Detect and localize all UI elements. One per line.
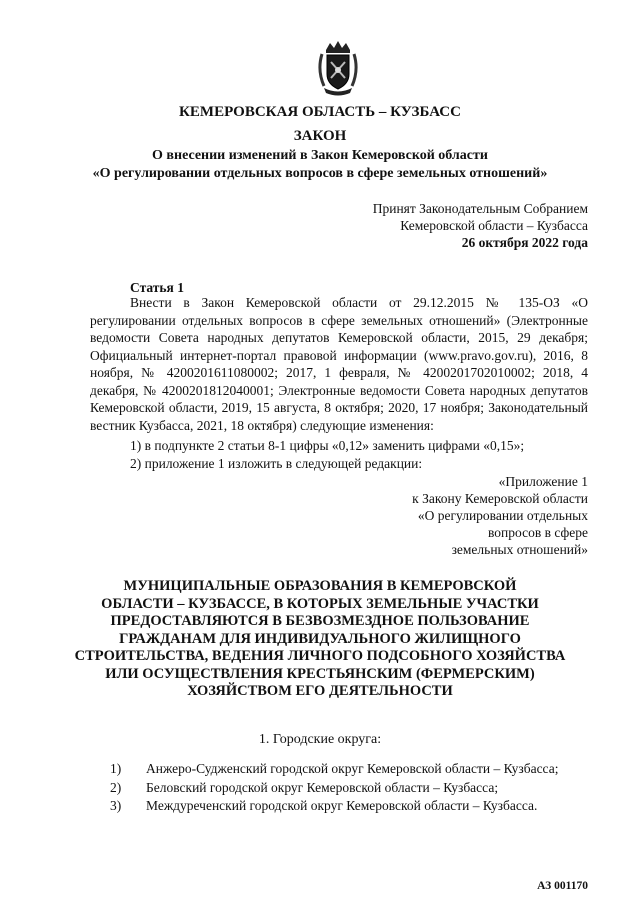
section-title: 1. Городские округа:: [258, 732, 382, 747]
article-title: Статья 1: [130, 280, 184, 295]
heading-line-3: ПРЕДОСТАВЛЯЮТСЯ В БЕЗВОЗМЕЗДНОЕ ПОЛЬЗОВАНИЕ: [110, 613, 530, 629]
article-body: Внести в Закон Кемеровской области от 29.12.2015 № 135-ОЗ «О регулировании отдельных вопросов в сфере земельных отношений» (Электронные ведомости Совета народных депутатов Кемеровской области, 2015, 29 декабря; Официальный интернет-портал правовой информации (www.pravo.gov.ru), 2016, 8 ноября, № 4200201611080002; 2017, 1 февраля, № 4200201702010002; 2018, 4 декабря, № 4200201812040001; Электронные ведомости Совета народных депутатов Кемеровской области, 2019, 15 августа, 8 октября; 2020, 17 ноября; Законодательный вестник Кузбасса, 2021, 18 октября) следующие изменения:: [90, 295, 588, 433]
list-item-number: 1): [110, 761, 122, 776]
annex-line-1: «Приложение 1: [498, 474, 588, 489]
heading-line-5: СТРОИТЕЛЬСТВА, ВЕДЕНИЯ ЛИЧНОГО ПОДСОБНОГО ХОЗЯЙСТВА: [74, 648, 566, 664]
article-item-2: 2) приложение 1 изложить в следующей редакции:: [130, 456, 423, 471]
annex-line-3: «О регулировании отдельных: [417, 508, 588, 523]
serial-number: АЗ 001170: [537, 880, 588, 892]
adoption-date: 26 октября 2022 года: [461, 235, 588, 250]
annex-reference: [412, 473, 588, 558]
heading-line-7: ХОЗЯЙСТВОМ ЕГО ДЕЯТЕЛЬНОСТИ: [187, 683, 453, 699]
heading-line-6: ИЛИ ОСУЩЕСТВЛЕНИЯ КРЕСТЬЯНСКИМ (ФЕРМЕРСКИМ): [105, 665, 535, 682]
coat-of-arms-icon: [316, 40, 360, 96]
law-title-line-1: О внесении изменений в Закон Кемеровской области: [152, 148, 488, 163]
region-title: КЕМЕРОВСКАЯ ОБЛАСТЬ – КУЗБАСС: [179, 104, 461, 120]
list-item-text: Беловский городской округ Кемеровской области – Кузбасса;: [146, 779, 499, 795]
annex-heading: [60, 578, 580, 701]
document-type: ЗАКОН: [293, 128, 347, 144]
heading-line-1: МУНИЦИПАЛЬНЫЕ ОБРАЗОВАНИЯ В КЕМЕРОВСКОЙ: [123, 578, 517, 594]
annex-line-5: земельных отношений»: [451, 542, 588, 557]
article-item-1: 1) в подпункте 2 статьи 8-1 цифры «0,12» заменить цифрами «0,15»;: [130, 438, 525, 453]
list-item: [110, 779, 558, 798]
heading-line-2: ОБЛАСТИ – КУЗБАССЕ, В КОТОРЫХ ЗЕМЕЛЬНЫЕ УЧАСТКИ: [101, 595, 539, 612]
list-item-number: 2): [110, 779, 122, 795]
list-item: [110, 760, 558, 779]
list-item-number: 3): [110, 798, 122, 813]
municipality-list: [110, 760, 558, 816]
list-item: [110, 797, 558, 816]
heading-line-4: ГРАЖДАНАМ ДЛЯ ИНДИВИДУАЛЬНОГО ЖИЛИЩНОГО: [119, 630, 521, 647]
list-item-text: Анжеро-Судженский городской округ Кемеровской области – Кузбасса;: [146, 761, 559, 776]
adoption-line-1: Принят Законодательным Собранием: [372, 201, 588, 216]
law-title-line-2: «О регулировании отдельных вопросов в сфере земельных отношений»: [92, 166, 548, 181]
annex-line-4: вопросов в сфере: [488, 525, 588, 540]
adoption-block: [373, 200, 588, 251]
annex-line-2: к Закону Кемеровской области: [412, 491, 588, 506]
list-item-text: Междуреченский городской округ Кемеровской области – Кузбасса.: [146, 798, 538, 813]
adoption-line-2: Кемеровской области – Кузбасса: [400, 218, 588, 233]
